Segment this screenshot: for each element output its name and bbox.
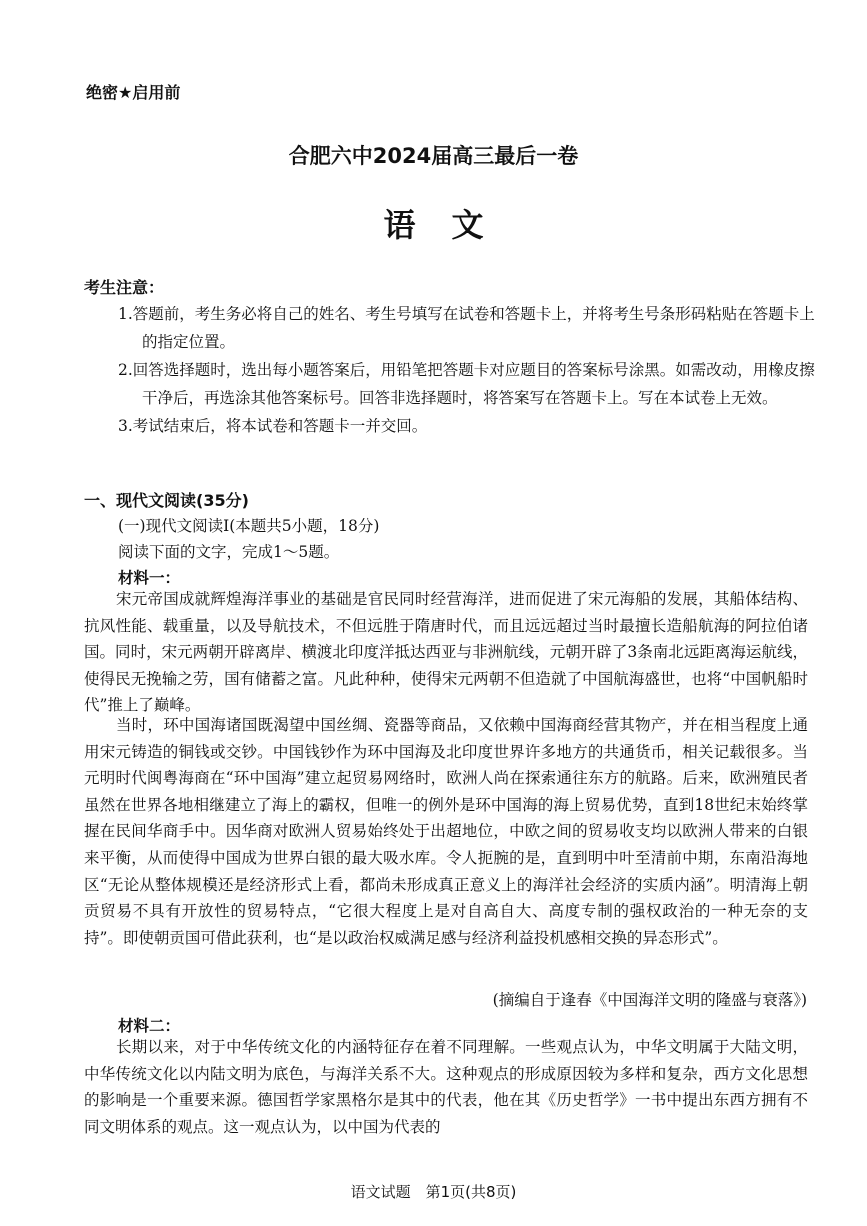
notice-item: 2.回答选择题时，选出每小题答案后，用铅笔把答题卡对应题目的答案标号涂黑。如需改动，用橡皮擦干净后，再选涂其他答案标号。回答非选择题时，将答案写在答题卡上。写在本试卷上无效。 — [118, 361, 815, 407]
material2-label: 材料二： — [118, 1016, 181, 1035]
exam-title: 合肥六中2024届高三最后一卷 — [288, 144, 579, 168]
notice-list — [118, 300, 818, 440]
section-heading: 一、现代文阅读(35分) — [84, 491, 249, 510]
page-footer: 语文试题 第1页(共8页) — [350, 1183, 517, 1201]
notice-item: 3.考试结束后，将本试卷和答题卡一并交回。 — [118, 417, 428, 435]
material1-source: (摘编自于逢春《中国海洋文明的隆盛与衰落》) — [492, 991, 807, 1009]
subsection-heading: (一)现代文阅读Ⅰ(本题共5小题，18分) — [118, 517, 380, 535]
notice-item: 1.答题前，考生务必将自己的姓名、考生号填写在试卷和答题卡上，并将考生号条形码粘贴在答题卡上的指定位置。 — [118, 305, 815, 351]
notice-heading: 考生注意： — [84, 278, 165, 297]
paragraph: 长期以来，对于中华传统文化的内涵特征存在着不同理解。一些观点认为，中华文明属于大陆文明，中华传统文化以内陆文明为底色，与海洋关系不大。这种观点的形成原因较为多样和复杂，西方文化思想的影响是一个重要来源。德国哲学家黑格尔是其中的代表，他在其《历史哲学》一书中提出东西方拥有不同文明体系的观点。这一观点认为，以中国为代表的 — [84, 1038, 808, 1136]
paragraph: 当时，环中国海诸国既渴望中国丝绸、瓷器等商品，又依赖中国海商经营其物产，并在相当程度上通用宋元铸造的铜钱或交钞。中国钱钞作为环中国海及北印度世界许多地方的共通货币，相关记载很多。当元明时代闽粤海商在“环中国海”建立起贸易网络时，欧洲人尚在探索通往东方的航路。后来，欧洲殖民者虽然在世界各地相继建立了海上的霸权，但唯一的例外是环中国海的海上贸易优势，直到18世纪末始终掌握在民间华商手中。因华商对欧洲人贸易始终处于出超地位，中欧之间的贸易收支均以欧洲人带来的白银来平衡，从而使得中国成为世界白银的最大吸水库。令人扼腕的是，直到明中叶至清前中期，东南沿海地区“无论从整体规模还是经济形式上看，都尚未形成真正意义上的海洋社会经济的实质内涵”。明清海上朝贡贸易不具有开放性的贸易特点，“它很大程度上是对自高自大、高度专制的强权政治的一种无奈的支持”。即使朝贡国可借此获利，也“是以政治权威满足感与经济利益投机感相交换的异态形式”。 — [84, 716, 808, 947]
reading-instruction: 阅读下面的文字，完成1～5题。 — [118, 543, 340, 561]
confidential-label: 绝密★启用前 — [86, 83, 181, 102]
paragraph: 宋元帝国成就辉煌海洋事业的基础是官民同时经营海洋，进而促进了宋元海船的发展，其船体结构、抗风性能、载重量，以及导航技术，不但远胜于隋唐时代，而且远远超过当时最擅长造船航海的阿拉伯诸国。同时，宋元两朝开辟离岸、横渡北印度洋抵达西亚与非洲航线，元朝开辟了3条南北远距离海运航线，使得民无挽输之劳，国有储蓄之富。凡此种种，使得宋元两朝不但造就了中国航海盛世，也将“中国帆船时代”推上了巅峰。 — [84, 590, 808, 715]
material1-paragraph — [84, 712, 808, 951]
material2-paragraph — [84, 1034, 808, 1140]
subject-title: 语文 — [383, 206, 520, 244]
material1-paragraph — [84, 586, 808, 719]
material1-label: 材料一： — [118, 568, 181, 587]
